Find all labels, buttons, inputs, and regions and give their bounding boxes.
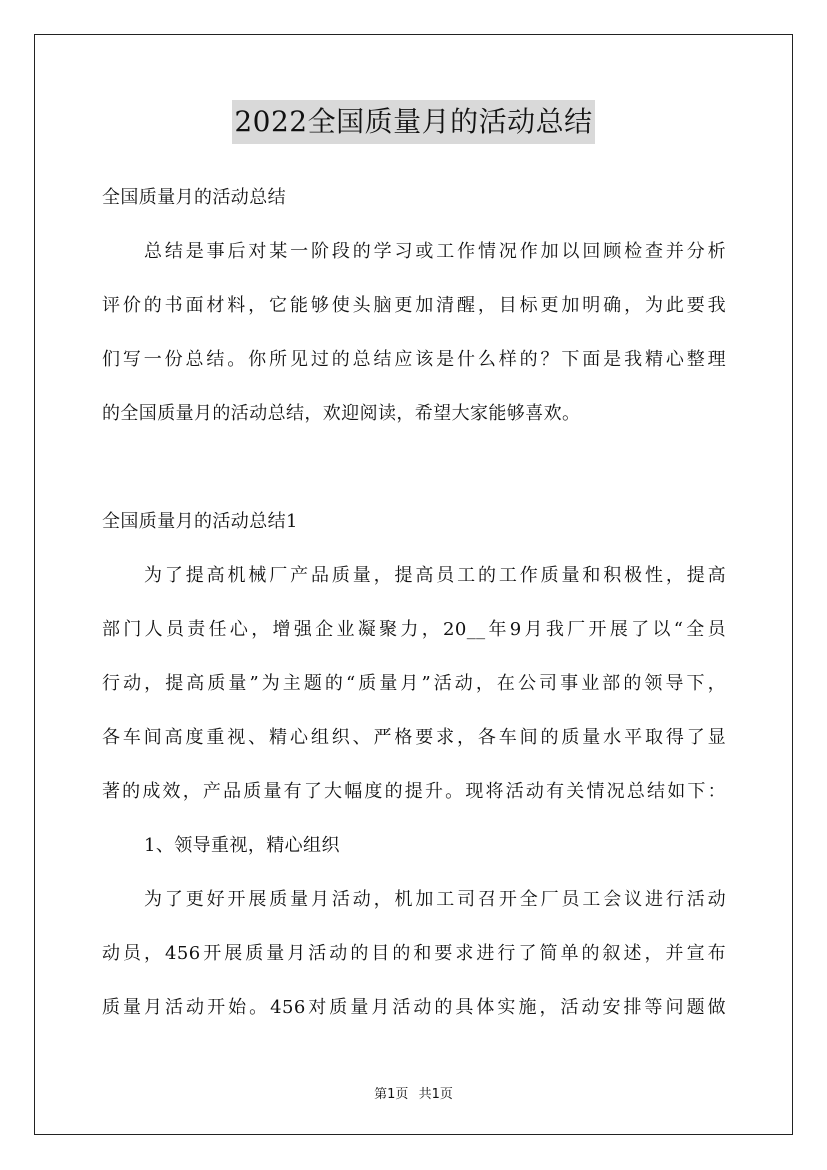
document-title: 2022全国质量月的活动总结 — [232, 100, 594, 144]
paragraph-line: 各车间高度重视、精心组织、严格要求，各车间的质量水平取得了显 — [102, 727, 726, 748]
page-footer — [0, 1083, 827, 1102]
paragraph-line: 著的成效，产品质量有了大幅度的提升。现将活动有关情况总结如下： — [102, 781, 726, 802]
page-number: 第1页 — [374, 1087, 409, 1102]
title-container — [0, 100, 827, 144]
paragraph-line: 的全国质量月的活动总结，欢迎阅读，希望大家能够喜欢。 — [102, 403, 581, 424]
paragraph-line: 质量月活动开始。456对质量月活动的具体实施，活动安排等问题做 — [102, 997, 726, 1018]
subsection-heading: 1、领导重视，精心组织 — [144, 835, 340, 856]
spacer — [102, 441, 726, 495]
paragraph-line: 动员，456开展质量月活动的目的和要求进行了简单的叙述，并宣布 — [102, 943, 726, 964]
paragraph-line: 部门人员责任心，增强企业凝聚力，20__年9月我厂开展了以“全员 — [102, 619, 726, 640]
paragraph-line: 们写一份总结。你所见过的总结应该是什么样的？下面是我精心整理 — [102, 349, 726, 370]
paragraph-line: 为了提高机械厂产品质量，提高员工的工作质量和积极性，提高 — [144, 565, 726, 586]
paragraph-line: 为了更好开展质量月活动，机加工司召开全厂员工会议进行活动 — [144, 889, 726, 910]
paragraph-line: 总结是事后对某一阶段的学习或工作情况作加以回顾检查并分析 — [144, 241, 726, 262]
section-heading: 全国质量月的活动总结1 — [102, 511, 298, 532]
paragraph-line: 行动，提高质量”为主题的“质量月”活动，在公司事业部的领导下， — [102, 673, 726, 694]
document-body — [102, 171, 726, 1035]
paragraph-line: 评价的书面材料，它能够使头脑更加清醒，目标更加明确，为此要我 — [102, 295, 726, 316]
page-total: 共1页 — [418, 1087, 453, 1102]
section-heading: 全国质量月的活动总结 — [102, 187, 286, 208]
